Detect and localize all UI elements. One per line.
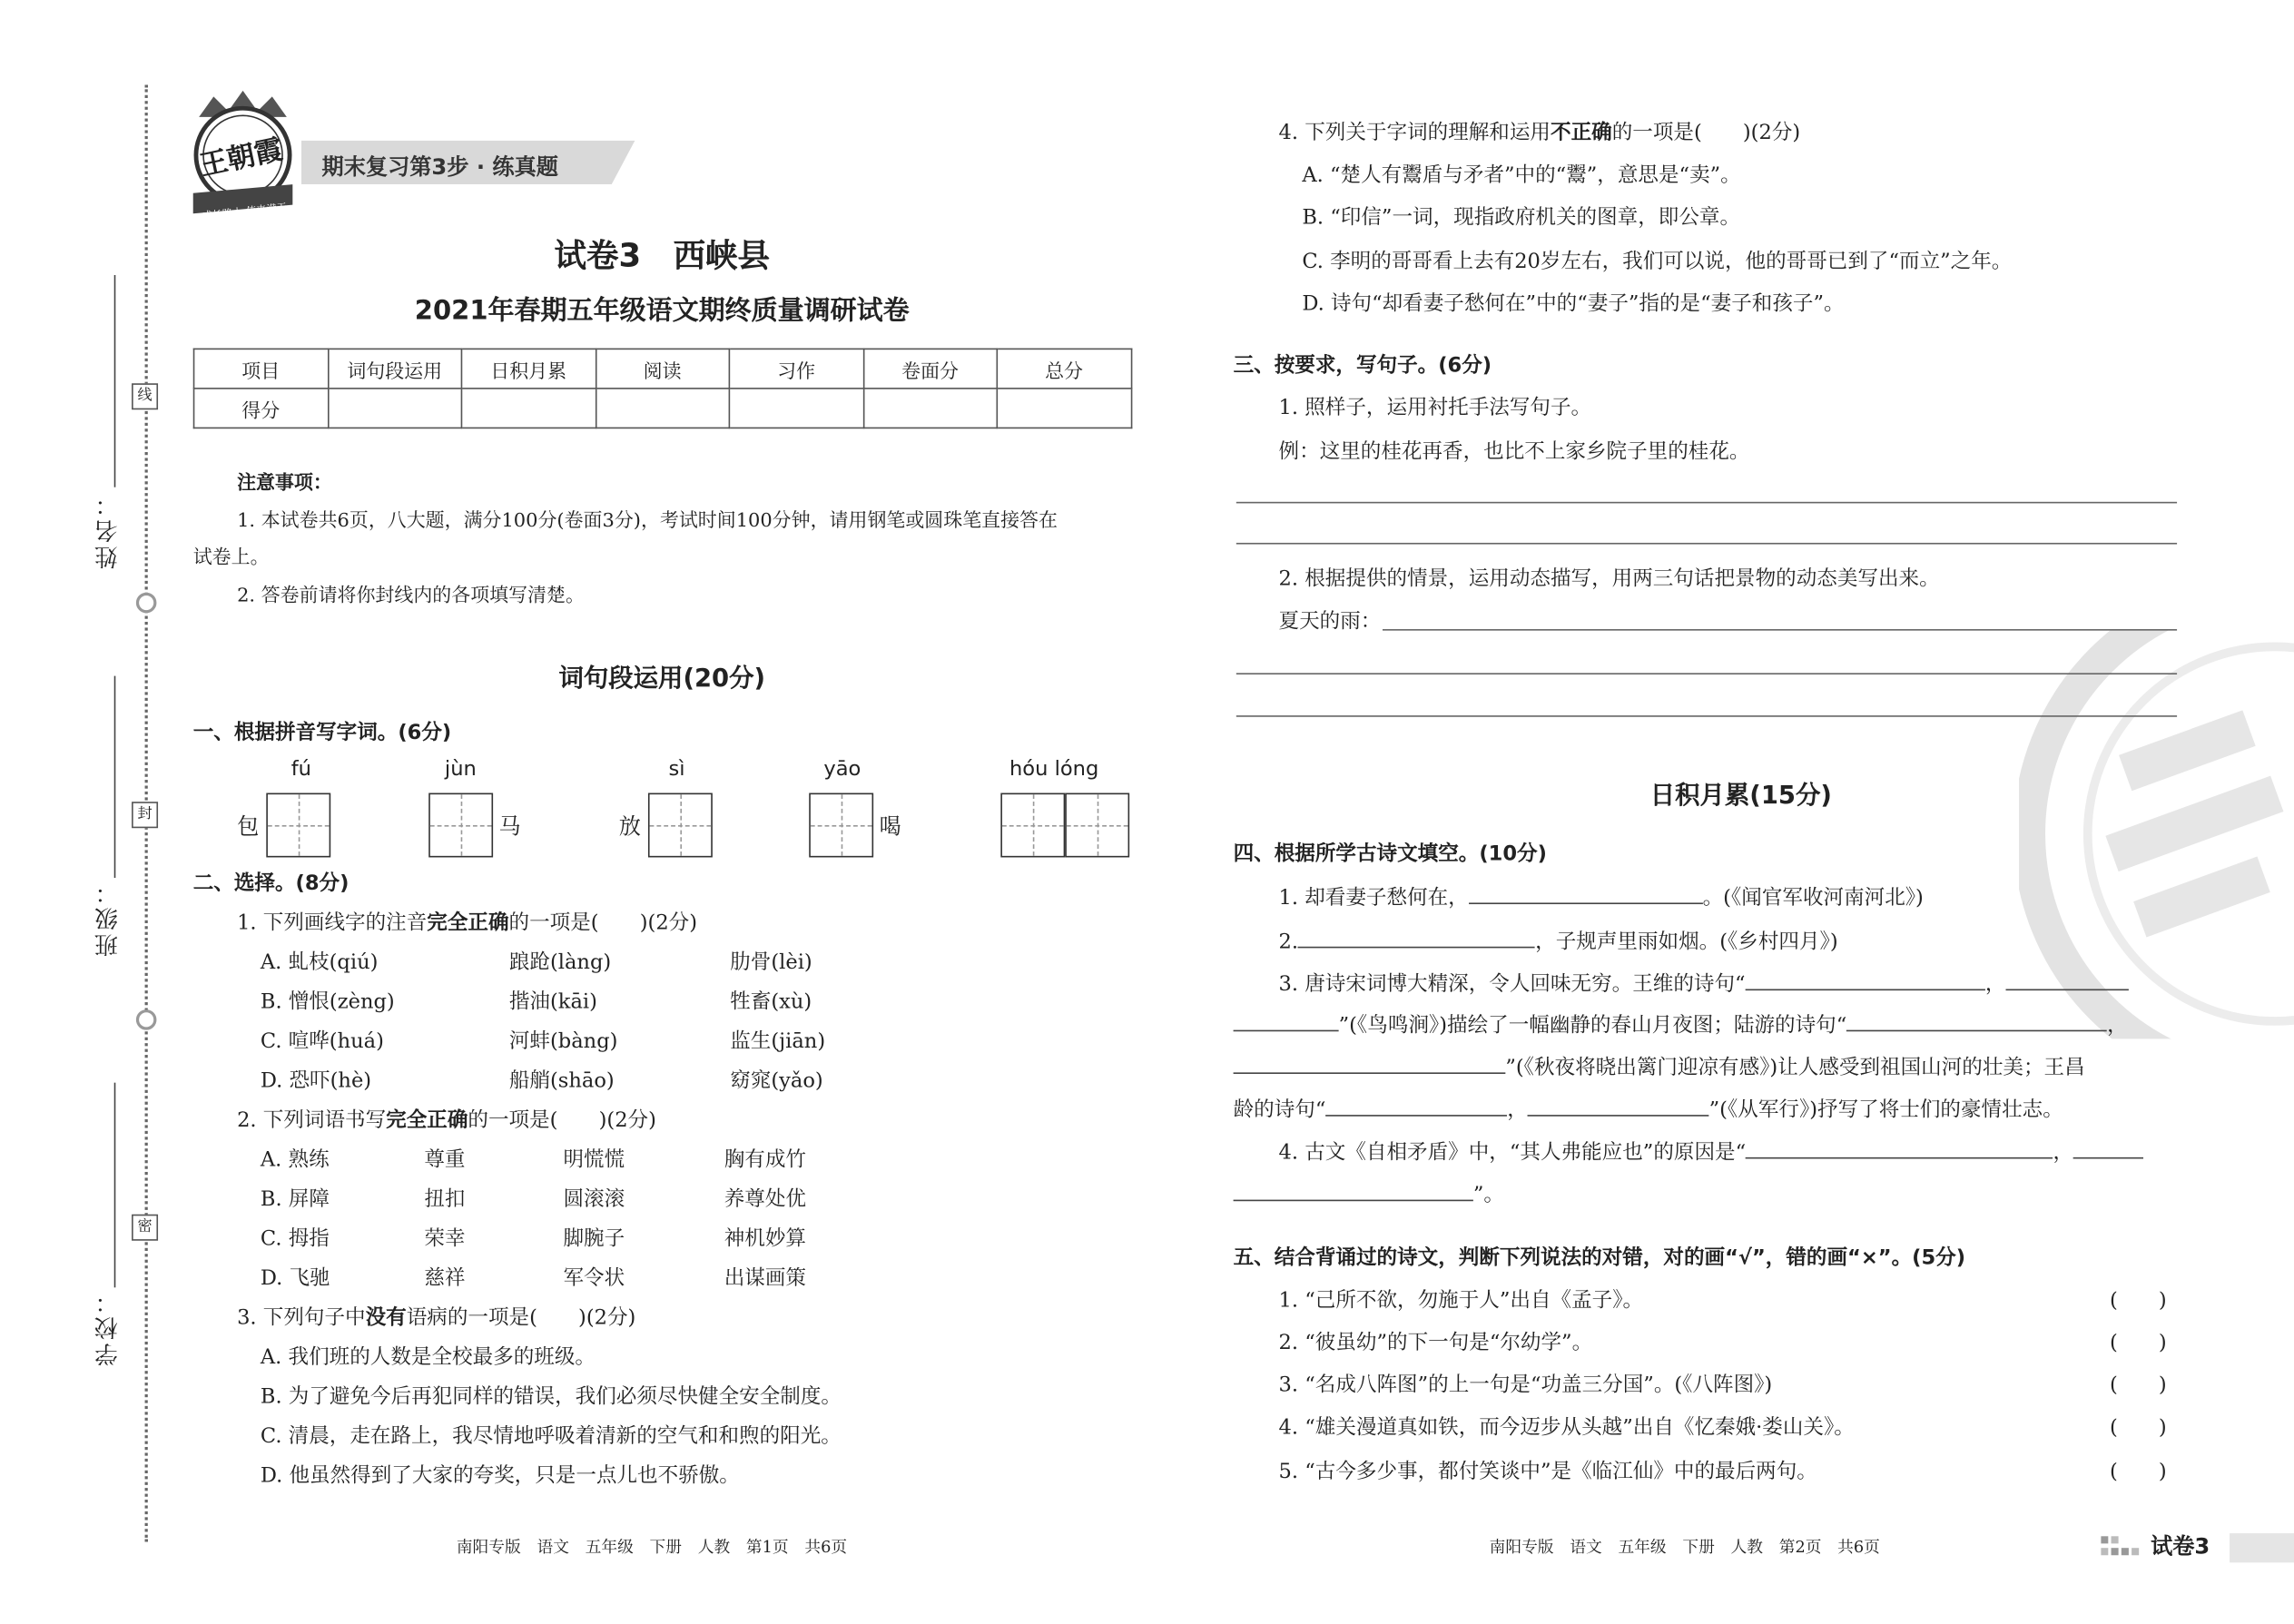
school-label: 学校： [94,1287,122,1367]
score-cell[interactable] [863,389,997,428]
writing-box[interactable] [1000,793,1065,858]
paper-title: 试卷3 西峡县 [554,238,770,276]
option-item: C. 喧哗(huá) [260,1029,384,1054]
answer-paren[interactable]: ( ) [2109,1288,2167,1313]
q4-text: ”(《从军行》)抒写了将士们的豪情壮志。 [1708,1098,2063,1123]
option-item: B. 为了避免今后再犯同样的错误，我们必须尽快健全安全制度。 [260,1385,842,1410]
writing-box[interactable] [1065,793,1129,858]
stem-text: 4. 下列关于字词的理解和运用 [1278,121,1551,145]
fill-blank[interactable] [1234,1009,1339,1031]
seal-char-line: 线 [132,383,158,409]
fill-blank[interactable] [1528,1095,1709,1117]
notice-item: 2. 答卷前请将你封线内的各项填写清楚。 [237,585,585,607]
q2-4-stem [1279,117,1801,146]
q5-item: 1. “己所不欲，勿施于人”出自《孟子》。 [1278,1288,1644,1313]
stem-text: 的一项是( )(2分) [508,911,698,935]
score-header: 习作 [729,349,862,389]
section-title-accumulation: 日积月累(15分) [1649,781,1832,811]
q4-line [1234,1095,2063,1124]
class-label: 班级： [94,878,122,958]
fill-blank[interactable] [1325,1095,1507,1117]
pinyin-label: fú [290,757,311,782]
q4-line [1279,926,1838,955]
q5-item: 4. “雄关漫道真如铁，而今迈步从头越”出自《忆秦娥·娄山关》。 [1278,1416,1855,1440]
q3-heading: 三、按要求，写句子。(6分) [1233,354,1492,378]
given-char: 喝 [879,813,901,841]
q2-3-stem [237,1302,635,1331]
pinyin-label: jùn [444,757,477,782]
q4-text: ， [1984,972,2006,997]
option-item: D. 飞驰 [260,1266,330,1291]
pinyin-label: yāo [823,757,861,782]
q2-2-stem [237,1105,656,1134]
fill-blank[interactable] [2073,1137,2143,1158]
option-item: D. 他虽然得到了大家的夸奖，只是一点儿也不骄傲。 [260,1464,740,1489]
option-item: C. 拇指 [260,1227,330,1252]
option-item: C. 李明的哥哥看上去有20岁左右，我们可以说，他的哥哥已到了“而立”之年。 [1302,250,2013,274]
answer-paren[interactable]: ( ) [2109,1460,2167,1484]
score-cell[interactable] [596,389,729,428]
option-item: A. 熟练 [260,1148,330,1172]
tab-bar [2230,1533,2294,1562]
option-item: 尊重 [424,1148,466,1172]
option-item: 监生(jiān) [730,1029,826,1054]
stem-text: 语病的一项是( )(2分) [406,1306,636,1331]
option-item: 扭扣 [424,1187,466,1212]
fill-blank[interactable] [1234,1179,1473,1201]
stem-emphasis: 完全正确 [427,911,509,935]
q1-heading: 一、根据拼音写字词。(6分) [192,721,452,745]
score-cell[interactable] [461,389,595,428]
q5-item: 3. “名成八阵图”的上一句是“功盖三分国”。(《八阵图》) [1278,1373,1773,1398]
q4-line [1279,969,2129,998]
option-item: 揩油(kāi) [508,990,597,1014]
score-header: 词句段运用 [328,349,461,389]
answer-line[interactable] [1236,543,2177,545]
writing-box[interactable] [428,793,493,858]
q4-text: 2. [1278,930,1299,954]
pinyin-label: sì [668,757,685,782]
option-item: 牲畜(xù) [730,990,812,1014]
q2-1-stem [237,907,697,936]
q3-sub2: 2. 根据提供的情景，运用动态描写，用两三句话把景物的动态美写出来。 [1278,567,1940,592]
given-char: 包 [237,813,260,841]
option-item: 出谋画策 [724,1266,806,1291]
seal-char-seal: 封 [132,802,158,828]
stem-text: 的一项是( )(2分) [1611,121,1801,145]
q4-text: ”(《秋夜将晓出篱门迎凉有感》)让人感受到祖国山河的壮美；王昌 [1505,1056,2085,1080]
option-item: A. 虬枝(qiú) [260,950,379,975]
option-item: 船艄(shāo) [508,1069,615,1093]
score-cell[interactable] [997,389,1130,428]
name-label: 姓名： [94,489,122,569]
option-item: 慈祥 [424,1266,466,1291]
option-item: B. 屏障 [260,1187,330,1212]
fill-blank[interactable] [1746,969,1985,990]
header-banner-text: 期末复习第3步 · 练真题 [321,153,558,181]
q4-text: 4. 古文《自相矛盾》中，“其人弗能应也”的原因是“ [1278,1141,1747,1165]
q4-line [1279,882,1924,911]
notice-item: 1. 本试卷共6页，八大题，满分100分(卷面3分)，考试时间100分钟，请用钢笔或圆珠笔直接答在 [237,510,1058,533]
option-item: 肋骨(lèi) [730,950,812,975]
option-item: B. 憎恨(zèng) [260,990,395,1014]
footer-right: 南阳专版 语文 五年级 下册 人教 第2页 共6页 [1489,1537,1880,1557]
binding-ring-icon [136,1009,157,1030]
paper-tab: 试卷3 [2151,1533,2210,1560]
score-header: 项目 [194,349,328,389]
option-item: 圆滚滚 [563,1187,625,1212]
option-item: 荣幸 [424,1227,466,1252]
option-item: C. 清晨，走在路上，我尽情地呼吸着清新的空气和和煦的阳光。 [260,1424,842,1449]
option-item: 军令状 [563,1266,625,1291]
answer-line[interactable] [1236,673,2177,674]
binding-ring-icon [136,593,157,614]
q4-text: 3. 唐诗宋词博大精深，令人回味无穷。王维的诗句“ [1278,972,1746,997]
option-item: A. “楚人有鬻盾与矛者”中的“鬻”，意思是“卖”。 [1302,163,1741,188]
fill-blank[interactable] [1234,1052,1506,1074]
option-item: D. 恐吓(hè) [260,1069,372,1093]
tab-pattern-icon [2101,1533,2144,1562]
option-item: A. 我们班的人数是全校最多的班级。 [260,1345,596,1370]
q4-text: 。(《闻官军收河南河北》) [1702,886,1924,910]
notice-item: 试卷上。 [192,546,270,569]
stem-emphasis: 不正确 [1551,121,1612,145]
option-item: 胸有成竹 [724,1148,806,1172]
option-item: 神机妙算 [724,1227,806,1252]
q4-text: ， [2053,1141,2074,1165]
writing-box[interactable] [648,793,713,858]
fill-blank[interactable] [1746,1137,2053,1158]
writing-box[interactable] [809,793,873,858]
q4-text: 龄的诗句“ [1233,1098,1326,1123]
q5-heading: 五、结合背诵过的诗文，判断下列说法的对错，对的画“√”，错的画“×”。(5分) [1233,1246,1966,1270]
stem-text: 1. 下列画线字的注音 [237,911,428,935]
score-header: 总分 [997,349,1130,389]
stem-emphasis: 完全正确 [386,1108,468,1133]
q3-sub1: 1. 照样子，运用衬托手法写句子。 [1278,396,1592,420]
stem-text: 的一项是( )(2分) [468,1108,656,1133]
notice-heading: 注意事项： [237,472,332,495]
q4-heading: 四、根据所学古诗文填空。(10分) [1233,842,1547,867]
brand-text: 王朝霞 [196,133,286,182]
option-item: 河蚌(bàng) [508,1029,618,1054]
score-cell[interactable] [328,389,461,428]
score-header: 日积月累 [461,349,595,389]
q4-line [1234,1052,2085,1081]
fill-blank[interactable] [2005,969,2128,990]
q4-text: ， [2107,1013,2128,1038]
fill-blank[interactable] [1469,882,1703,904]
q3-summer-label: 夏天的雨： [1278,610,1382,634]
option-item: 明慌慌 [563,1148,625,1172]
score-header: 卷面分 [863,349,997,389]
option-item: 脚腕子 [563,1227,625,1252]
score-table [193,349,1132,429]
answer-paren[interactable]: ( ) [2109,1373,2167,1398]
q4-text: ”。 [1472,1183,1505,1207]
given-char: 放 [618,813,641,841]
option-item: B. “印信”一词，现指政府机关的图章，即公章。 [1302,206,1741,231]
paper-subtitle: 2021年春期五年级语文期终质量调研试卷 [414,295,910,327]
option-item: 窈窕(yǎo) [730,1069,823,1093]
q5-item: 5. “古今多少事，都付笑谈中”是《临江仙》中的最后两句。 [1278,1460,1817,1484]
answer-paren[interactable]: ( ) [2109,1416,2167,1440]
brand-tagline: 成长路上 值来满天 [201,202,288,223]
fill-blank[interactable] [1298,926,1535,948]
q5-item: 2. “彼虽幼”的下一句是“尔幼学”。 [1278,1331,1593,1355]
q4-line [1279,1137,2144,1166]
fill-blank[interactable] [1846,1009,2107,1031]
footer-left: 南阳专版 语文 五年级 下册 人教 第1页 共6页 [456,1537,848,1557]
q4-line [1234,1009,2128,1038]
option-item: D. 诗句“却看妻子愁何在”中的“妻子”指的是“妻子和孩子”。 [1302,292,1845,317]
score-row-label: 得分 [194,389,328,428]
option-item: 养尊处优 [724,1187,806,1212]
q4-line [1234,1179,1504,1208]
stem-emphasis: 没有 [365,1306,407,1331]
score-cell[interactable] [729,389,862,428]
q4-text: ”(《鸟鸣涧》)描绘了一幅幽静的春山月夜图；陆游的诗句“ [1338,1013,1847,1038]
q4-text: ，子规声里雨如烟。(《乡村四月》) [1535,930,1838,954]
answer-line[interactable] [1236,715,2177,717]
class-write-line [114,676,116,878]
seal-char-secret: 密 [132,1215,158,1241]
stem-text: 3. 下列句子中 [237,1306,366,1331]
score-header: 阅读 [596,349,729,389]
q2-heading: 二、选择。(8分) [192,871,350,896]
school-write-line [114,1083,116,1288]
option-item: 踉跄(làng) [508,950,612,975]
q4-text: ， [1507,1098,1528,1123]
answer-line[interactable] [1236,502,2177,504]
writing-box[interactable] [266,793,330,858]
answer-line[interactable] [1383,629,2177,631]
stem-text: 2. 下列词语书写 [237,1108,387,1133]
q3-example: 例：这里的桂花再香，也比不上家乡院子里的桂花。 [1278,440,1750,464]
answer-paren[interactable]: ( ) [2109,1331,2167,1355]
given-char: 马 [498,813,521,841]
section-title-words: 词句段运用(20分) [558,664,766,694]
q4-text: 1. 却看妻子愁何在， [1278,886,1469,910]
pinyin-label: hóu lóng [1009,757,1099,782]
